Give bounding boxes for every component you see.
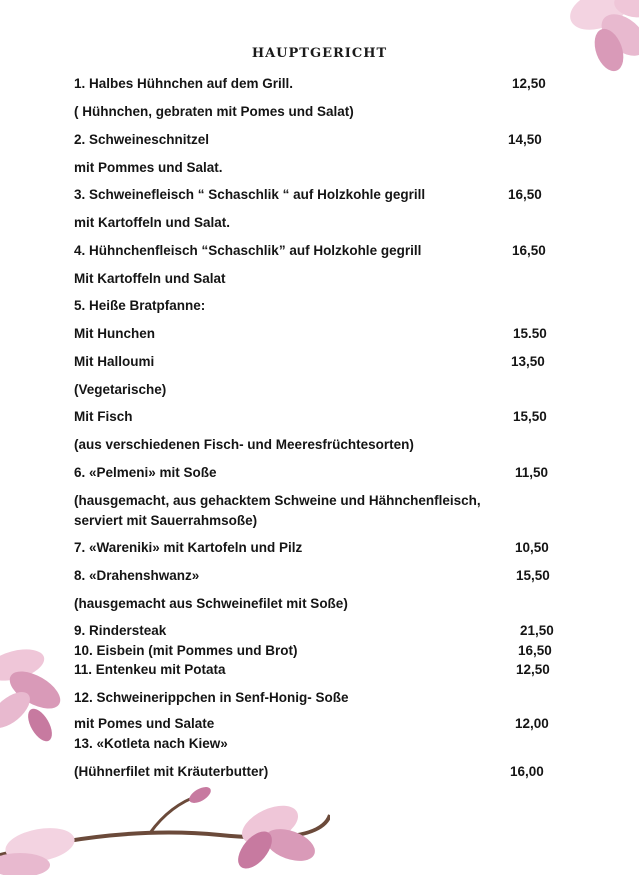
menu-line: 2. Schweineschnitzel <box>74 132 210 147</box>
menu-line: 5. Heiße Bratpfanne: <box>74 298 206 313</box>
menu-line-price: 12,00 <box>515 716 549 731</box>
menu-line: mit Pomes und Salate <box>74 716 215 731</box>
menu-line: Mit Hunchen <box>74 326 155 341</box>
menu-line: 10. Eisbein (mit Pommes und Brot) <box>74 643 298 658</box>
menu-line-price: 16,50 <box>508 187 542 202</box>
menu-line: ( Hühnchen, gebraten mit Pomes und Salat) <box>74 104 354 119</box>
menu-line-price: 15,50 <box>516 568 550 583</box>
menu-line-price: 16,50 <box>518 643 552 658</box>
menu-line: (aus verschiedenen Fisch- und Meeresfrüchtesorten) <box>74 437 414 452</box>
menu-line-price: 11,50 <box>515 465 549 480</box>
menu-line: (Hühnerfilet mit Kräuterbutter) <box>74 764 269 779</box>
menu-line: 3. Schweinefleisch “ Schaschlik “ auf Holzkohle gegrill <box>74 187 426 202</box>
menu-line: (hausgemacht aus Schweinefilet mit Soße) <box>74 596 348 611</box>
menu-line-price: 15,50 <box>513 409 547 424</box>
menu-line: 6. «Pelmeni» mit Soße <box>74 465 217 480</box>
menu-line-price: 12,50 <box>516 662 550 677</box>
menu-line: 4. Hühnchenfleisch “Schaschlik” auf Holzkohle gegrill <box>74 243 422 258</box>
menu-line-price: 16,00 <box>510 764 544 779</box>
menu-line-price: 14,50 <box>508 132 542 147</box>
menu-line-price: 13,50 <box>511 354 545 369</box>
menu-line: (Vegetarische) <box>74 382 167 397</box>
menu-line: (hausgemacht, aus gehacktem Schweine und Hähnchenfleisch, <box>74 493 481 508</box>
menu-title: HAUPTGERICHT <box>251 46 388 61</box>
menu-line: 9. Rindersteak <box>74 623 167 638</box>
menu-line: 11. Entenkeu mit Potata <box>74 662 226 677</box>
menu-line: Mit Fisch <box>74 409 133 424</box>
menu-line: 12. Schweinerippchen in Senf-Honig- Soße <box>74 690 349 705</box>
menu-line: 13. «Kotleta nach Kiew» <box>74 736 228 751</box>
menu-line: Mit Halloumi <box>74 354 155 369</box>
menu-line: mit Kartoffeln und Salat. <box>74 215 231 230</box>
menu-line: 8. «Drahenshwanz» <box>74 568 200 583</box>
menu-line: mit Pommes und Salat. <box>74 160 223 175</box>
menu-line: Mit Kartoffeln und Salat <box>74 271 226 286</box>
menu-line-price: 10,50 <box>515 540 549 555</box>
menu-line: 1. Halbes Hühnchen auf dem Grill. <box>74 76 294 91</box>
menu-line: serviert mit Sauerrahmsoße) <box>74 513 258 528</box>
menu-line: 7. «Wareniki» mit Kartofeln und Pilz <box>74 540 303 555</box>
menu-line-price: 21,50 <box>520 623 554 638</box>
menu-line-price: 16,50 <box>512 243 546 258</box>
menu-line-price: 15.50 <box>513 326 547 341</box>
menu-line-price: 12,50 <box>512 76 546 91</box>
